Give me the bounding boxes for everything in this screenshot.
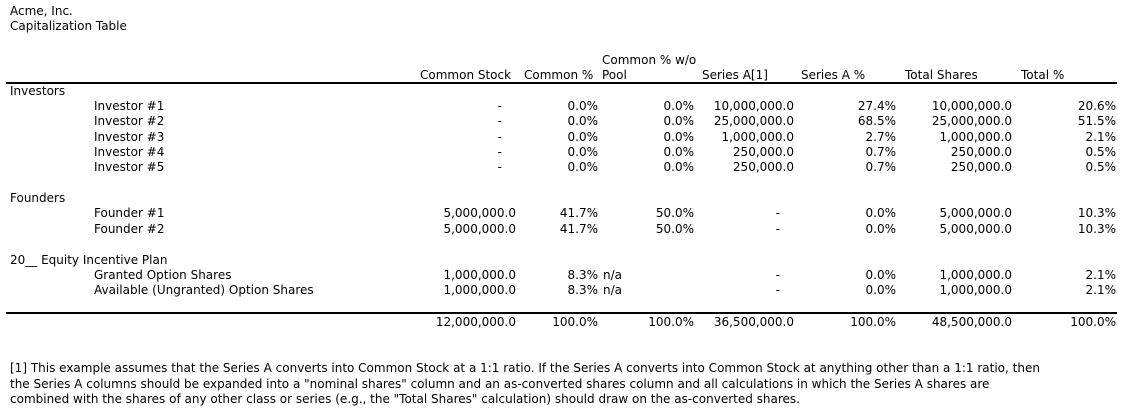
row-name: Investor #3: [94, 130, 165, 144]
cell-wo-pool: 50.0%: [655, 222, 694, 236]
cell-series-a: -: [775, 268, 780, 282]
cell-total-pct: 51.5%: [1077, 114, 1116, 128]
cell-wo-pool: 0.0%: [663, 130, 694, 144]
cell-total: 5,000,000.0: [939, 222, 1012, 236]
cell-total-pct: 2.1%: [1085, 268, 1116, 282]
cell-series-a-pct: 0.7%: [865, 145, 896, 159]
cell-series-a-pct: 0.0%: [865, 268, 896, 282]
cell-series-a: 250,000.0: [732, 145, 794, 159]
cell-wo-pool: 0.0%: [663, 160, 694, 174]
total-common: 12,000,000.0: [435, 315, 516, 329]
cell-common-pct: 41.7%: [559, 206, 598, 220]
section-label-equity-plan: 20__ Equity Incentive Plan: [10, 253, 168, 267]
cell-series-a-pct: 27.4%: [857, 99, 896, 113]
cell-common-pct: 8.3%: [567, 283, 598, 297]
cell-wo-pool: 0.0%: [663, 99, 694, 113]
header-rule: [6, 82, 1117, 84]
cell-series-a: -: [775, 222, 780, 236]
cell-common: -: [497, 160, 502, 174]
row-name: Investor #1: [94, 99, 165, 113]
cell-series-a-pct: 2.7%: [865, 130, 896, 144]
header-series-a: Series A[1]: [702, 68, 768, 82]
cell-series-a: -: [775, 283, 780, 297]
cell-wo-pool: n/a: [603, 268, 623, 282]
cell-total: 1,000,000.0: [939, 130, 1012, 144]
section-label-founders: Founders: [10, 191, 66, 205]
totals-rule: [6, 312, 1117, 314]
cell-total: 250,000.0: [950, 160, 1012, 174]
total-wo-pool: 100.0%: [648, 315, 694, 329]
cell-common: 5,000,000.0: [443, 206, 516, 220]
header-series-a-pct: Series A %: [801, 68, 866, 82]
cell-total-pct: 0.5%: [1085, 160, 1116, 174]
total-total-pct: 100.0%: [1070, 315, 1116, 329]
row-name: Founder #1: [94, 206, 165, 220]
cell-wo-pool: 0.0%: [663, 145, 694, 159]
row-name: Granted Option Shares: [94, 268, 232, 282]
row-name: Investor #2: [94, 114, 165, 128]
total-series-a: 36,500,000.0: [713, 315, 794, 329]
cell-series-a-pct: 0.0%: [865, 222, 896, 236]
header-common-pct-wo-pool-line2: Pool: [602, 68, 627, 82]
total-common-pct: 100.0%: [552, 315, 598, 329]
cell-total-pct: 20.6%: [1077, 99, 1116, 113]
cell-series-a-pct: 0.7%: [865, 160, 896, 174]
cell-series-a: -: [775, 206, 780, 220]
cell-total-pct: 2.1%: [1085, 130, 1116, 144]
cell-common: -: [497, 99, 502, 113]
header-total-pct: Total %: [1021, 68, 1065, 82]
total-total: 48,500,000.0: [931, 315, 1012, 329]
cell-wo-pool: 50.0%: [655, 206, 694, 220]
row-name: Available (Ungranted) Option Shares: [94, 283, 314, 297]
cell-total: 1,000,000.0: [939, 268, 1012, 282]
cell-total: 25,000,000.0: [931, 114, 1012, 128]
cell-common-pct: 41.7%: [559, 222, 598, 236]
cell-total-pct: 10.3%: [1077, 206, 1116, 220]
header-common-pct: Common %: [524, 68, 594, 82]
total-series-a-pct: 100.0%: [850, 315, 896, 329]
cell-total-pct: 2.1%: [1085, 283, 1116, 297]
cell-common-pct: 0.0%: [567, 160, 598, 174]
cell-wo-pool: n/a: [603, 283, 623, 297]
cell-series-a: 25,000,000.0: [713, 114, 794, 128]
cell-series-a: 250,000.0: [732, 160, 794, 174]
cell-common: -: [497, 130, 502, 144]
cell-common: -: [497, 114, 502, 128]
table-title: Capitalization Table: [10, 19, 127, 33]
cell-total: 1,000,000.0: [939, 283, 1012, 297]
cell-common-pct: 8.3%: [567, 268, 598, 282]
cell-series-a: 1,000,000.0: [721, 130, 794, 144]
cell-wo-pool: 0.0%: [663, 114, 694, 128]
row-name: Investor #4: [94, 145, 165, 159]
header-total-shares: Total Shares: [905, 68, 978, 82]
cell-common-pct: 0.0%: [567, 145, 598, 159]
cell-series-a-pct: 0.0%: [865, 283, 896, 297]
cell-total: 250,000.0: [950, 145, 1012, 159]
cell-series-a: 10,000,000.0: [713, 99, 794, 113]
cell-common-pct: 0.0%: [567, 114, 598, 128]
cell-total-pct: 10.3%: [1077, 222, 1116, 236]
cell-common: 5,000,000.0: [443, 222, 516, 236]
cell-total: 10,000,000.0: [931, 99, 1012, 113]
cell-common: 1,000,000.0: [443, 283, 516, 297]
company-name: Acme, Inc.: [10, 4, 73, 18]
cell-common: 1,000,000.0: [443, 268, 516, 282]
cell-common-pct: 0.0%: [567, 99, 598, 113]
header-common-pct-wo-pool-line1: Common % w/o: [602, 53, 697, 67]
cell-common: -: [497, 145, 502, 159]
cell-total: 5,000,000.0: [939, 206, 1012, 220]
header-common-stock: Common Stock: [420, 68, 512, 82]
cell-common-pct: 0.0%: [567, 130, 598, 144]
cell-total-pct: 0.5%: [1085, 145, 1116, 159]
row-name: Investor #5: [94, 160, 165, 174]
cell-series-a-pct: 68.5%: [857, 114, 896, 128]
cell-series-a-pct: 0.0%: [865, 206, 896, 220]
footnote: [1] This example assumes that the Series A converts into Common Stock at a 1:1 ratio. If the Series A converts into Common Stock at anything other than a 1:1 ratio, then the Series A columns should be expanded into a "nominal shares" column and an as-converted shares column and all calculations in which the Series A shares are combined with the shares of any other class or series (e.g., the "Total Shares" calculation) should draw on the as-converted shares.: [10, 361, 1040, 406]
section-label-investors: Investors: [10, 84, 66, 98]
row-name: Founder #2: [94, 222, 165, 236]
